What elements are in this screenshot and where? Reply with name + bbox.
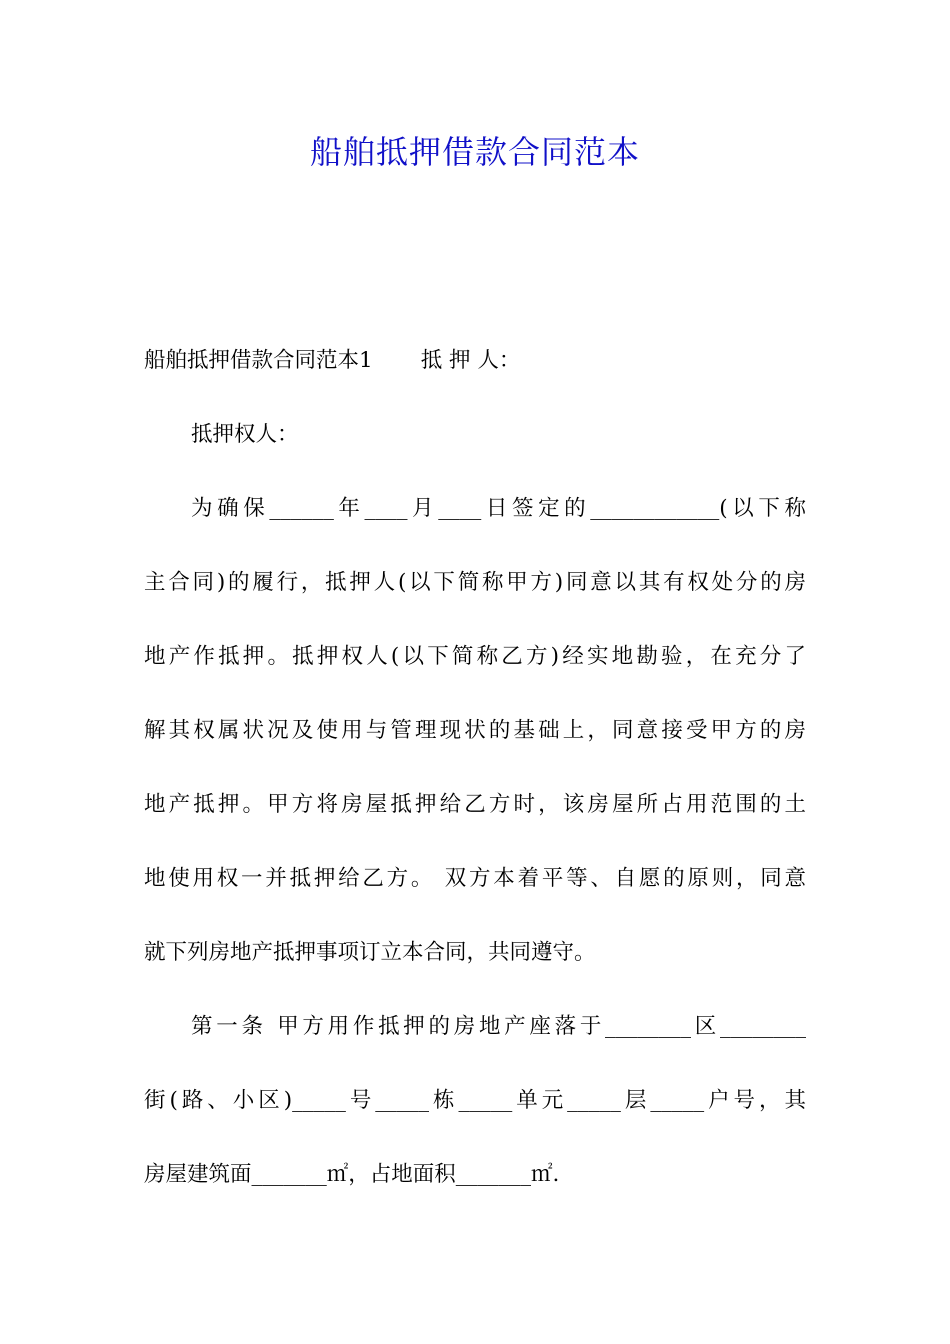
article-one-line: 房屋建筑面_______㎡，占地面积_______㎡. [144, 1162, 560, 1187]
paragraph-line: 地产作抵押。抵押权人(以下简称乙方)经实地勘验，在充分了 [144, 644, 806, 669]
document-body [144, 336, 806, 1224]
mortgagee-label: 抵押权人： [191, 422, 299, 447]
paragraph-line: 为确保______年____月____日签定的____________(以下称 [191, 496, 806, 521]
paragraph-line [144, 336, 806, 410]
contract-subtitle: 船舶抵押借款合同范本1 [144, 348, 373, 373]
mortgagor-label: 抵 押 人： [420, 348, 521, 373]
paragraph-line: 地使用权一并抵押给乙方。 双方本着平等、自愿的原则，同意 [144, 866, 806, 891]
document-title: 船舶抵押借款合同范本 [309, 133, 640, 171]
paragraph-line: 地产抵押。甲方将房屋抵押给乙方时，该房屋所占用范围的土 [144, 792, 806, 817]
paragraph-line: 就下列房地产抵押事项订立本合同，共同遵守。 [144, 940, 596, 965]
paragraph-line: 主合同)的履行，抵押人(以下简称甲方)同意以其有权处分的房 [144, 570, 806, 595]
article-one-line: 第一条 甲方用作抵押的房地产座落于________区________ [191, 1014, 806, 1039]
article-one-line: 街(路、小区)_____号_____栋_____单元_____层_____户号，其 [144, 1088, 806, 1113]
paragraph-line: 解其权属状况及使用与管理现状的基础上，同意接受甲方的房 [144, 718, 806, 743]
